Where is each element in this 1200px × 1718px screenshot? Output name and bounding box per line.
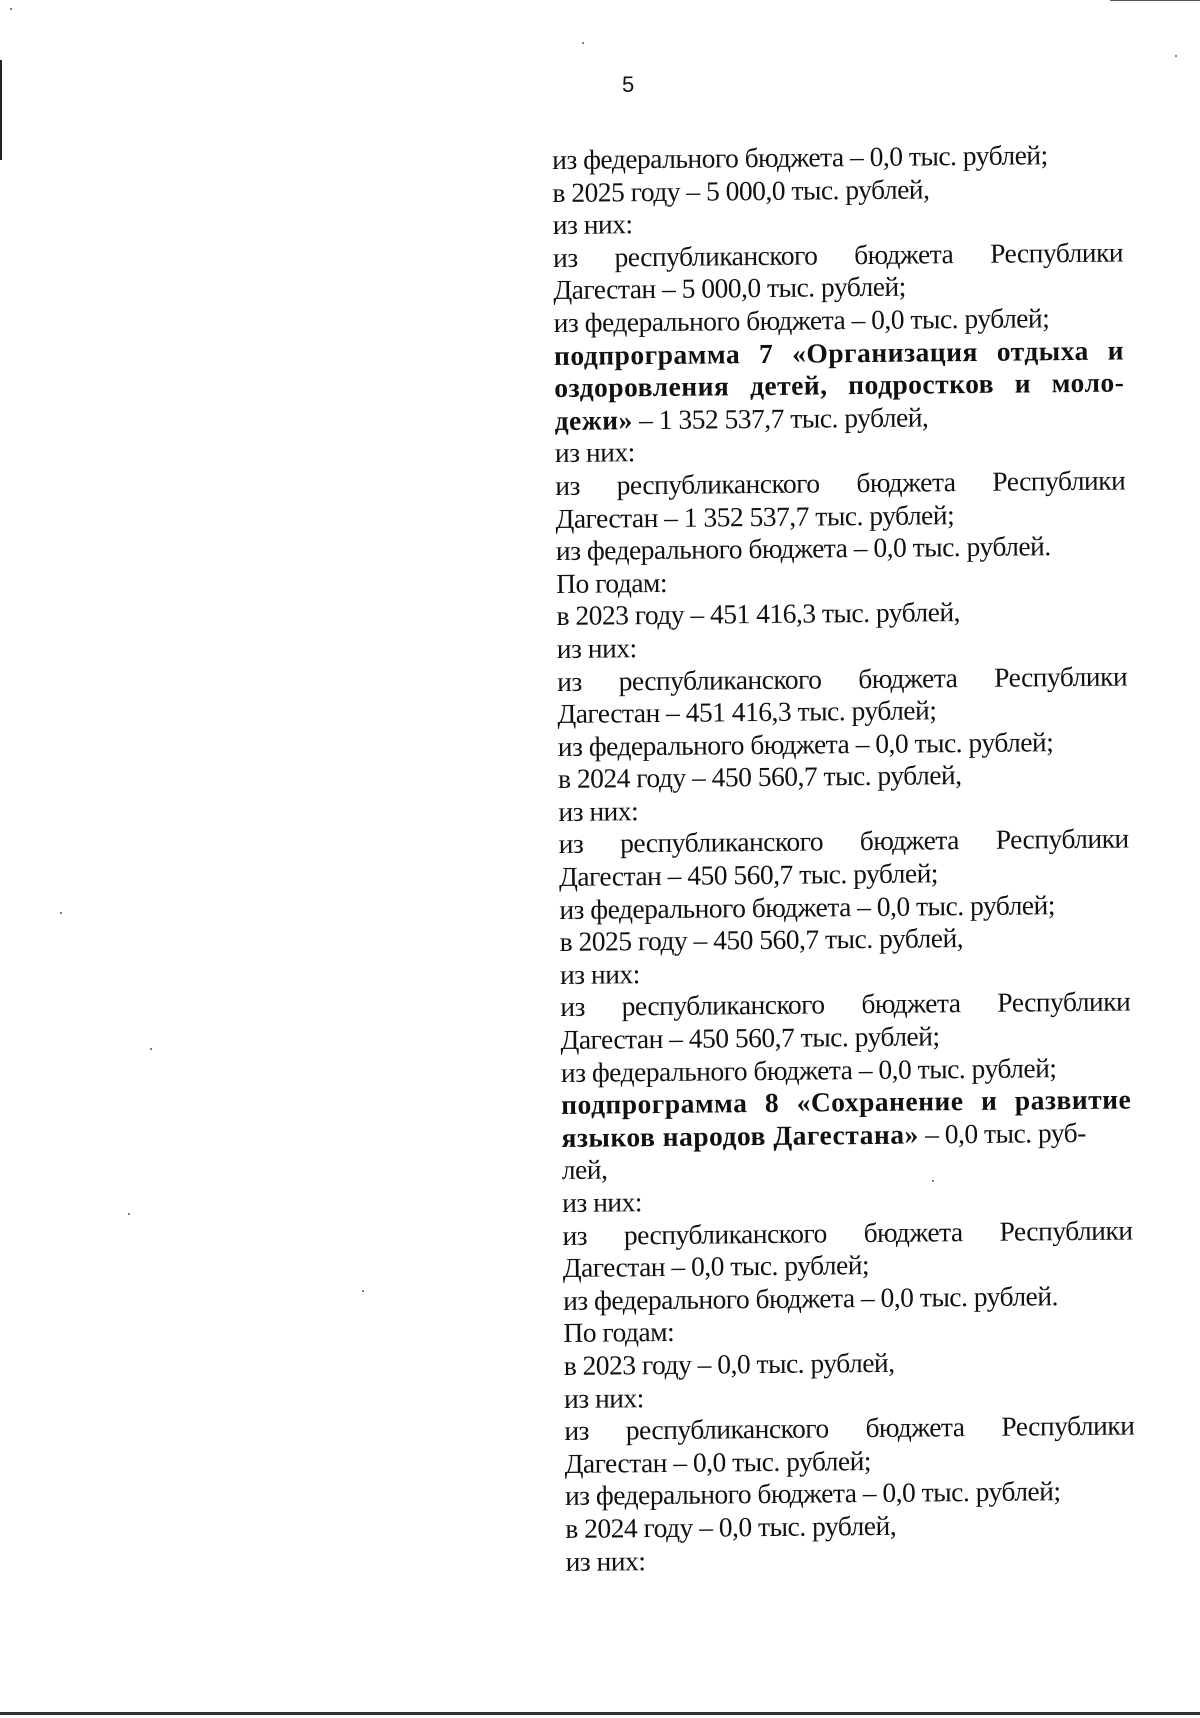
line-text: из федерального бюджета – 0,0 тыс. рублей. (555, 530, 1051, 567)
text-line (554, 334, 1124, 372)
text-line (553, 236, 1123, 274)
line-text: из них: (559, 958, 640, 990)
scan-speck (128, 1213, 130, 1215)
line-text: Дагестан – 1 352 537,7 тыс. рублей; (555, 498, 955, 534)
subprogram-title: подпрограмма 7 «Организация отдыха и (553, 334, 1125, 371)
text-line (556, 530, 1126, 568)
line-text: По годам: (556, 566, 668, 599)
line-text: из республиканского бюджета Республики (564, 1409, 1135, 1447)
text-line (565, 1475, 1135, 1513)
text-line (557, 660, 1127, 698)
body-text (552, 139, 1136, 1579)
line-text: в 2025 году – 5 000,0 тыс. рублей, (552, 172, 930, 208)
text-line (559, 888, 1129, 926)
line-text: в 2024 году – 0,0 тыс. рублей, (565, 1509, 897, 1544)
text-line (557, 627, 1127, 665)
line-text: – 1 352 537,7 тыс. рублей, (632, 401, 929, 435)
text-line (560, 1019, 1130, 1057)
text-line (555, 497, 1125, 535)
line-text: Дагестан – 450 560,7 тыс. рублей; (558, 857, 939, 893)
text-line (558, 790, 1128, 828)
line-text: из республиканского бюджета Республики (558, 822, 1129, 860)
text-line (555, 399, 1125, 437)
line-text: Дагестан – 450 560,7 тыс. рублей; (560, 1020, 940, 1055)
text-line (565, 1442, 1135, 1480)
text-line (561, 1084, 1131, 1122)
text-line (559, 856, 1129, 894)
line-text: Дагестан – 0,0 тыс. рублей; (562, 1249, 870, 1284)
scan-speck (150, 1048, 152, 1050)
scan-speck (362, 1290, 364, 1292)
text-line (552, 171, 1122, 209)
text-line (558, 758, 1128, 796)
scan-left-edge (0, 60, 2, 160)
line-text: из федерального бюджета – 0,0 тыс. рублей; (564, 1475, 1061, 1512)
line-text: из них: (552, 208, 633, 241)
line-text: в 2025 году – 450 560,7 тыс. рублей, (559, 922, 964, 958)
line-text: из федерального бюджета – 0,0 тыс. рублей; (560, 1051, 1057, 1088)
text-line (556, 562, 1126, 600)
text-line (562, 1149, 1132, 1187)
line-text: из республиканского бюджета Республики (562, 1214, 1133, 1251)
text-line (561, 1116, 1131, 1154)
text-line (564, 1377, 1134, 1415)
line-text: Дагестан – 5 000,0 тыс. рублей; (553, 270, 906, 306)
text-line (562, 1181, 1132, 1219)
line-text: из федерального бюджета – 0,0 тыс. рублей. (562, 1279, 1059, 1316)
text-line (562, 1214, 1132, 1252)
line-text: из республиканского бюджета Республики (555, 464, 1126, 501)
text-line (553, 204, 1123, 242)
line-text: Дагестан – 0,0 тыс. рублей; (564, 1444, 872, 1479)
scan-speck (10, 8, 12, 10)
text-line (554, 367, 1124, 405)
text-line (556, 595, 1126, 633)
line-text: Дагестан – 451 416,3 тыс. рублей; (557, 694, 937, 730)
line-text: из федерального бюджета – 0,0 тыс. рублей; (559, 888, 1056, 925)
line-text: из федерального бюджета – 0,0 тыс. рублей; (552, 139, 1048, 175)
text-line (559, 823, 1129, 861)
line-text: из федерального бюджета – 0,0 тыс. рублей; (553, 302, 1050, 338)
text-line (560, 986, 1130, 1024)
scan-speck (1175, 55, 1177, 57)
text-line (565, 1507, 1135, 1545)
text-line (553, 269, 1123, 307)
line-text: По годам: (563, 1316, 675, 1349)
subprogram-title: дежи» (554, 403, 633, 436)
scan-speck (582, 42, 584, 44)
line-text: из них: (554, 436, 635, 469)
text-line (563, 1312, 1133, 1350)
subprogram-title: оздоровления детей, подростков и моло- (554, 366, 1125, 404)
line-text: из федерального бюджета – 0,0 тыс. рублей; (557, 725, 1054, 762)
line-text: из республиканского бюджета Республики (552, 236, 1124, 273)
page-number: 5 (622, 72, 635, 97)
text-line (563, 1247, 1133, 1285)
text-line (565, 1540, 1135, 1578)
line-text: из республиканского бюджета Республики (560, 985, 1131, 1023)
line-text: из них: (562, 1186, 643, 1218)
line-text: из них: (556, 632, 637, 664)
text-line (552, 139, 1122, 177)
text-line (555, 464, 1125, 502)
text-line (557, 693, 1127, 731)
text-line (560, 953, 1130, 991)
line-text: – 0,0 тыс. руб- (918, 1116, 1087, 1150)
text-line (554, 301, 1124, 339)
subprogram-title: языков народов Дагестана» (561, 1118, 919, 1153)
line-text: из них: (563, 1381, 644, 1414)
line-text: в 2024 году – 450 560,7 тыс. рублей, (557, 759, 962, 795)
line-text: из них: (558, 795, 639, 827)
text-line (564, 1344, 1134, 1382)
subprogram-title: подпрограмма 8 «Сохранение и развитие (561, 1083, 1132, 1121)
text-line (563, 1279, 1133, 1317)
line-text: из республиканского бюджета Республики (557, 660, 1128, 697)
line-text: в 2023 году – 451 416,3 тыс. рублей, (556, 596, 961, 632)
scan-top-right-edge (1110, 0, 1200, 1)
text-line (564, 1410, 1134, 1448)
line-text: лей, (561, 1153, 608, 1186)
scan-speck (60, 912, 62, 914)
text-line (558, 725, 1128, 763)
line-text: из них: (565, 1544, 646, 1577)
text-line (555, 432, 1125, 470)
line-text: в 2023 году – 0,0 тыс. рублей, (563, 1346, 895, 1381)
scan-bottom-edge (0, 1712, 1200, 1715)
text-line (561, 1051, 1131, 1089)
text-line (560, 921, 1130, 959)
